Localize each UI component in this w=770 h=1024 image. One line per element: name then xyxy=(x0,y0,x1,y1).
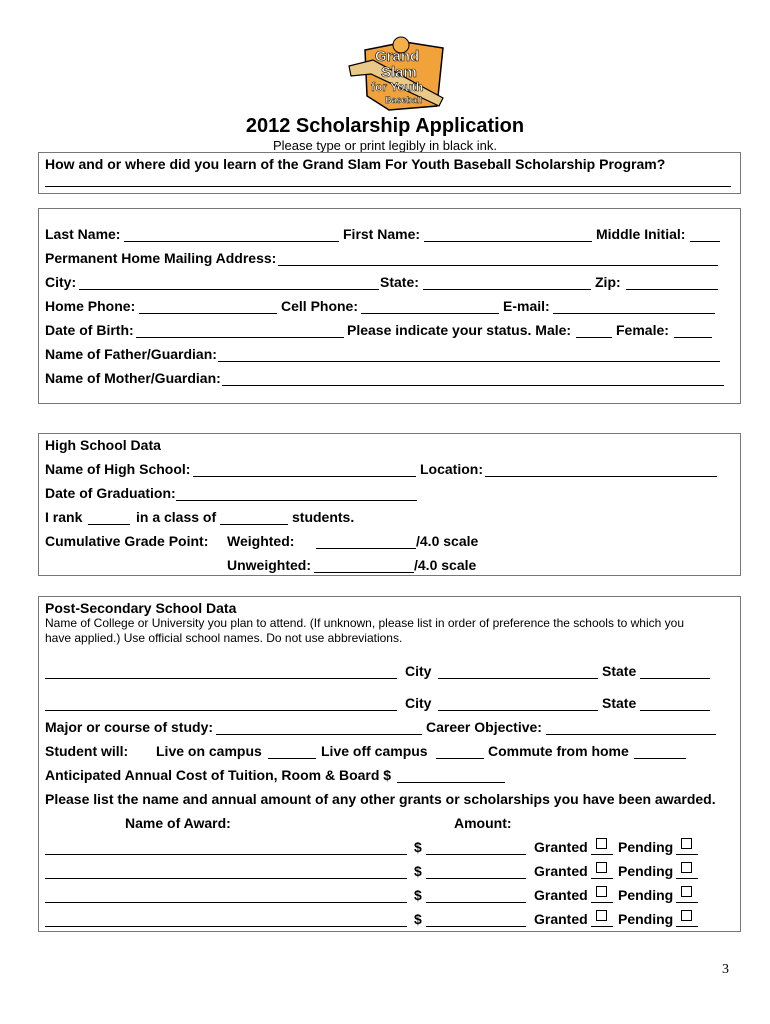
cell-phone-field[interactable] xyxy=(361,313,499,314)
city-label: City: xyxy=(45,274,77,290)
rank-label: I rank xyxy=(45,509,83,525)
unweighted-scale-label: /4.0 scale xyxy=(414,557,477,573)
graduation-field[interactable] xyxy=(176,500,417,501)
granted-label: Granted xyxy=(534,887,588,903)
dob-label: Date of Birth: xyxy=(45,322,134,338)
pending-label: Pending xyxy=(618,911,674,927)
unweighted-label: Unweighted: xyxy=(227,557,311,573)
post-secondary-heading: Post-Secondary School Data xyxy=(45,600,237,616)
major-field[interactable] xyxy=(216,734,422,735)
dollar-sign: $ xyxy=(414,911,422,927)
grants-prompt: Please list the name and annual amount of any other grants or scholarships you have been awarded. xyxy=(45,791,716,807)
first-name-field[interactable] xyxy=(424,241,592,242)
granted-underline xyxy=(591,926,613,927)
class-size-field[interactable] xyxy=(220,524,288,525)
location-field[interactable] xyxy=(485,476,717,477)
granted-checkbox[interactable] xyxy=(596,910,607,921)
granted-underline xyxy=(591,854,613,855)
cell-phone-label: Cell Phone: xyxy=(281,298,359,314)
female-field[interactable] xyxy=(674,337,712,338)
state-label: State: xyxy=(380,274,419,290)
logo-text-slam: Slam xyxy=(381,64,417,81)
page-subtitle: Please type or print legibly in black ink. xyxy=(272,138,497,153)
college-1-city-field[interactable] xyxy=(438,678,598,679)
middle-initial-label: Middle Initial: xyxy=(596,226,686,242)
pending-label: Pending xyxy=(618,887,674,903)
email-label: E-mail: xyxy=(503,298,550,314)
location-label: Location: xyxy=(420,461,483,477)
page-title: 2012 Scholarship Application xyxy=(245,115,525,137)
email-field[interactable] xyxy=(553,313,715,314)
female-label: Female: xyxy=(616,322,669,338)
city-field[interactable] xyxy=(79,289,379,290)
dollar-sign: $ xyxy=(414,863,422,879)
name-of-award-header: Name of Award: xyxy=(125,815,231,831)
pending-underline xyxy=(676,878,698,879)
pending-label: Pending xyxy=(618,863,674,879)
logo-text-for-youth: for Youth xyxy=(371,80,424,94)
high-school-section xyxy=(38,433,741,576)
college-2-state-label: State xyxy=(602,695,637,711)
pending-underline xyxy=(676,854,698,855)
pending-underline xyxy=(676,926,698,927)
award-amount-field[interactable] xyxy=(426,854,526,855)
live-on-campus-field[interactable] xyxy=(268,758,316,759)
dollar-sign: $ xyxy=(414,839,422,855)
mother-label: Name of Mother/Guardian: xyxy=(45,370,221,386)
granted-label: Granted xyxy=(534,911,588,927)
award-amount-field[interactable] xyxy=(426,926,526,927)
zip-field[interactable] xyxy=(626,289,718,290)
zip-label: Zip: xyxy=(595,274,621,290)
live-off-campus-label: Live off campus xyxy=(321,743,428,759)
class-of-label: in a class of xyxy=(136,509,217,525)
granted-underline xyxy=(591,878,613,879)
cost-field[interactable] xyxy=(397,782,505,783)
students-label: students. xyxy=(292,509,355,525)
amount-header: Amount: xyxy=(454,815,512,831)
award-name-field[interactable] xyxy=(45,926,407,927)
post-secondary-section xyxy=(38,596,741,932)
pending-checkbox[interactable] xyxy=(681,910,692,921)
live-on-campus-label: Live on campus xyxy=(156,743,262,759)
pending-underline xyxy=(676,902,698,903)
college-2-city-field[interactable] xyxy=(438,710,598,711)
pending-checkbox[interactable] xyxy=(681,886,692,897)
major-label: Major or course of study: xyxy=(45,719,214,735)
student-will-label: Student will: xyxy=(45,743,129,759)
cost-label: Anticipated Annual Cost of Tuition, Room & Board $ xyxy=(45,767,392,783)
granted-checkbox[interactable] xyxy=(596,838,607,849)
college-1-state-field[interactable] xyxy=(640,678,710,679)
page-number: 3 xyxy=(722,962,729,977)
pending-checkbox[interactable] xyxy=(681,862,692,873)
award-name-field[interactable] xyxy=(45,878,407,879)
logo-text-grand: Grand xyxy=(375,48,420,65)
grand-slam-logo xyxy=(345,36,455,114)
unweighted-gpa-field[interactable] xyxy=(314,572,414,573)
college-1-city-label: City xyxy=(405,663,432,679)
award-amount-field[interactable] xyxy=(426,902,526,903)
gpa-label: Cumulative Grade Point: xyxy=(45,533,209,549)
pending-label: Pending xyxy=(618,839,674,855)
college-1-state-label: State xyxy=(602,663,637,679)
dollar-sign: $ xyxy=(414,887,422,903)
learn-answer-field[interactable] xyxy=(45,186,731,187)
college-1-field[interactable] xyxy=(45,678,397,679)
graduation-label: Date of Graduation: xyxy=(45,485,176,501)
logo-text-baseball: Baseball xyxy=(385,95,423,105)
high-school-heading: High School Data xyxy=(45,437,161,453)
granted-checkbox[interactable] xyxy=(596,886,607,897)
status-label: Please indicate your status. Male: xyxy=(347,322,572,338)
college-2-city-label: City xyxy=(405,695,432,711)
career-field[interactable] xyxy=(546,734,716,735)
weighted-label: Weighted: xyxy=(227,533,295,549)
award-name-field[interactable] xyxy=(45,902,407,903)
father-label: Name of Father/Guardian: xyxy=(45,346,217,362)
address-field[interactable] xyxy=(278,265,718,266)
commute-field[interactable] xyxy=(634,758,686,759)
address-label: Permanent Home Mailing Address: xyxy=(45,250,277,266)
granted-label: Granted xyxy=(534,839,588,855)
learn-question: How and or where did you learn of the Grand Slam For Youth Baseball Scholarship Program? xyxy=(45,156,666,172)
college-2-state-field[interactable] xyxy=(640,710,710,711)
dob-field[interactable] xyxy=(136,337,344,338)
post-secondary-instructions-2: have applied.) Use official school names. Do not use abbreviations. xyxy=(45,631,403,645)
weighted-scale-label: /4.0 scale xyxy=(416,533,479,549)
granted-label: Granted xyxy=(534,863,588,879)
commute-label: Commute from home xyxy=(488,743,629,759)
home-phone-label: Home Phone: xyxy=(45,298,136,314)
mother-field[interactable] xyxy=(222,385,724,386)
home-phone-field[interactable] xyxy=(139,313,277,314)
granted-checkbox[interactable] xyxy=(596,862,607,873)
last-name-field[interactable] xyxy=(124,241,339,242)
award-name-field[interactable] xyxy=(45,854,407,855)
college-2-field[interactable] xyxy=(45,710,397,711)
state-field[interactable] xyxy=(423,289,591,290)
father-field[interactable] xyxy=(218,361,720,362)
male-field[interactable] xyxy=(576,337,612,338)
first-name-label: First Name: xyxy=(343,226,421,242)
rank-field[interactable] xyxy=(88,524,130,525)
middle-initial-field[interactable] xyxy=(690,241,720,242)
post-secondary-instructions-1: Name of College or University you plan to attend. (If unknown, please list in order of preference the schools to which you xyxy=(45,616,685,630)
granted-underline xyxy=(591,902,613,903)
last-name-label: Last Name: xyxy=(45,226,121,242)
high-school-name-field[interactable] xyxy=(193,476,416,477)
weighted-gpa-field[interactable] xyxy=(316,548,416,549)
career-label: Career Objective: xyxy=(426,719,542,735)
award-amount-field[interactable] xyxy=(426,878,526,879)
live-off-campus-field[interactable] xyxy=(436,758,484,759)
high-school-name-label: Name of High School: xyxy=(45,461,191,477)
pending-checkbox[interactable] xyxy=(681,838,692,849)
